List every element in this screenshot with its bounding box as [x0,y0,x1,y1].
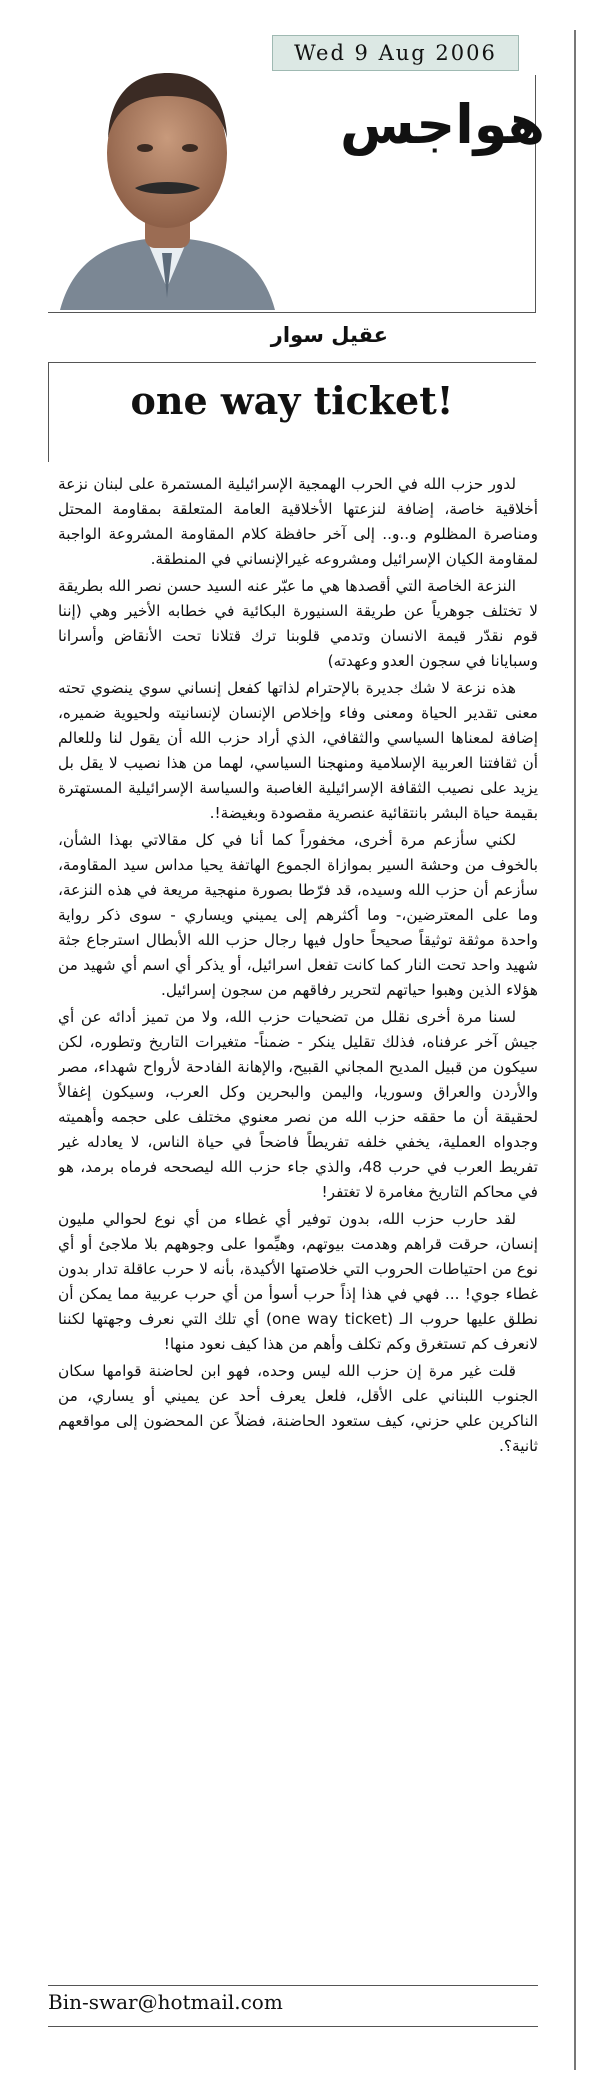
article-body [58,472,538,1977]
paragraph-1: لدور حزب الله في الحرب الهمجية الإسرائيلية المستمرة على لبنان نزعة أخلاقية خاصة، إضافة لنزعتها الأخلاقية العامة المتعلقة بمقاومة المحتل ومناصرة المظلوم و..و.. إلى آخر حافظة كلام المقاومة المشروعة الواجبة لمقاومة الكيان الإسرائيل ومشروعه غيرالإنساني في المنطقة. [58,475,538,568]
right-vertical-rule [574,30,576,2070]
date-badge: Wed 9 Aug 2006 [272,35,519,71]
column-title: هواجس [339,93,545,156]
author-email: Bin-swar@hotmail.com [48,1990,283,2014]
paragraph-6: لقد حارب حزب الله، بدون توفير أي غطاء من أي نوع لحوالي مليون إنسان، حرقت قراهم وهدمت بيوتهم، وهيِّموا على وجوههم بلا ملاجئ أو أي نوع من احتياطات الحروب التي خلاصتها الأكيدة، بأنه لا حرب عاقلة تدار بدون غطاء جوي! ... فهي في هذا إذاً حرب أسوأ من أي حرب عربية مما يمكن أن نطلق عليها حروب الـ (one way ticket) أي تلك التي نعرف وجهتها لكننا لانعرف كم تستغرق وكم تكلف وأهم من هذا كيف نعود منها! [58,1210,538,1353]
paragraph-3: هذه نزعة لا شك جديرة بالإحترام لذاتها كفعل إنساني سوي ينضوي تحته معنى تقدير الحياة ومعنى وفاء وإخلاص الإنسان لإنسانيته ولحيوية ضميره، إضافة لمعناها السياسي والثقافي، الذي أراد حزب الله أن يقول لنا وللعالم أن ثقافتنا العربية الإسلامية ومنهجنا السياسي، لهما من هذا نصيب لا يقل بل يزيد على نصيب الثقافة الإسرائيلية الغاصبة والسياسة الإسرائيلية المستهترة بقيمة حياة البشر بانتقائية عنصرية مقصودة وبغيضة!. [58,679,538,822]
paragraph-4: لكني سأزعم مرة أخرى، مخفوراً كما أنا في كل مقالاتي بهذا الشأن، بالخوف من وحشة السير بموازاة الجموع الهاتفة يحيا مداس سيد المقاومة، سأزعم أن حزب الله وسيده، قد فرّطا بصورة منهجية مريعة في هذه النزعة، وما على المعترضين،- وما أكثرهم إلى يميني ويساري - سوى ذكر رواية واحدة موثقة توثيقاً صحيحاً حاول فيها رجال حزب الله الأبطال استرجاع جثة شهيد واحد تحت النار كما كانت تفعل اسرائيل، أو يذكر أي اسم أي شهيد من هؤلاء الذين وهبوا حياتهم لتحرير رفاقهم من سجون إسرائيل. [58,831,538,999]
article-title: one way ticket! [130,378,454,423]
footer-bottom-rule [48,2026,538,2027]
author-portrait-icon [50,48,285,310]
paragraph-5: لسنا مرة أخرى نقلل من تضحيات حزب الله، ولا من تميز أدائه عن أي جيش آخر عرفناه، فذلك تقليل ينكر - ضمناً- متغيرات التاريخ وتطوره، لكن سيكون من قبيل المديح المجاني القبيح، والإهانة الفادحة لأرواح شهداء، مصر والأردن والعراق وسوريا، واليمن والبحرين وكل العرب، وسيكون إغفالاً لحقيقة أن ما حققه حزب الله من نصر معنوي مختلف على حجمه وأهميته وجدواه العملية، يخفي خلفه تفريطاً فاضحاً في حياة الناس، لا يعادله غير تفريط العرب في حرب 48، والذي جاء حزب الله ليصححه فرماه برمد، هو في محاكم التاريخ مغامرة لا تغتفر! [58,1008,538,1201]
author-name: عقيل سوار [270,323,388,347]
paragraph-7: قلت غير مرة إن حزب الله ليس وحده، فهو ابن لحاضنة قوامها سكان الجنوب اللبناني على الأقل، فلعل يعرف أحد عن يميني أو يساري، من الناكرين علي حزني، كيف ستعود الحاضنة، فضلاً عن المحضون إلى مواقعهم ثانية؟. [58,1362,538,1455]
paragraph-2: النزعة الخاصة التي أقصدها هي ما عبّر عنه السيد حسن نصر الله بطريقة لا تختلف جوهرياً عن طريقة السنيورة البكائية في خطابه الأخير وهي (إننا قوم نقدّر قيمة الانسان وتدمي قلوبنا ترك قتلانا تحت الأنقاض وأسرانا وسبايانا في سجون العدو وعهدته) [58,577,538,670]
footer-top-rule [48,1985,538,1986]
